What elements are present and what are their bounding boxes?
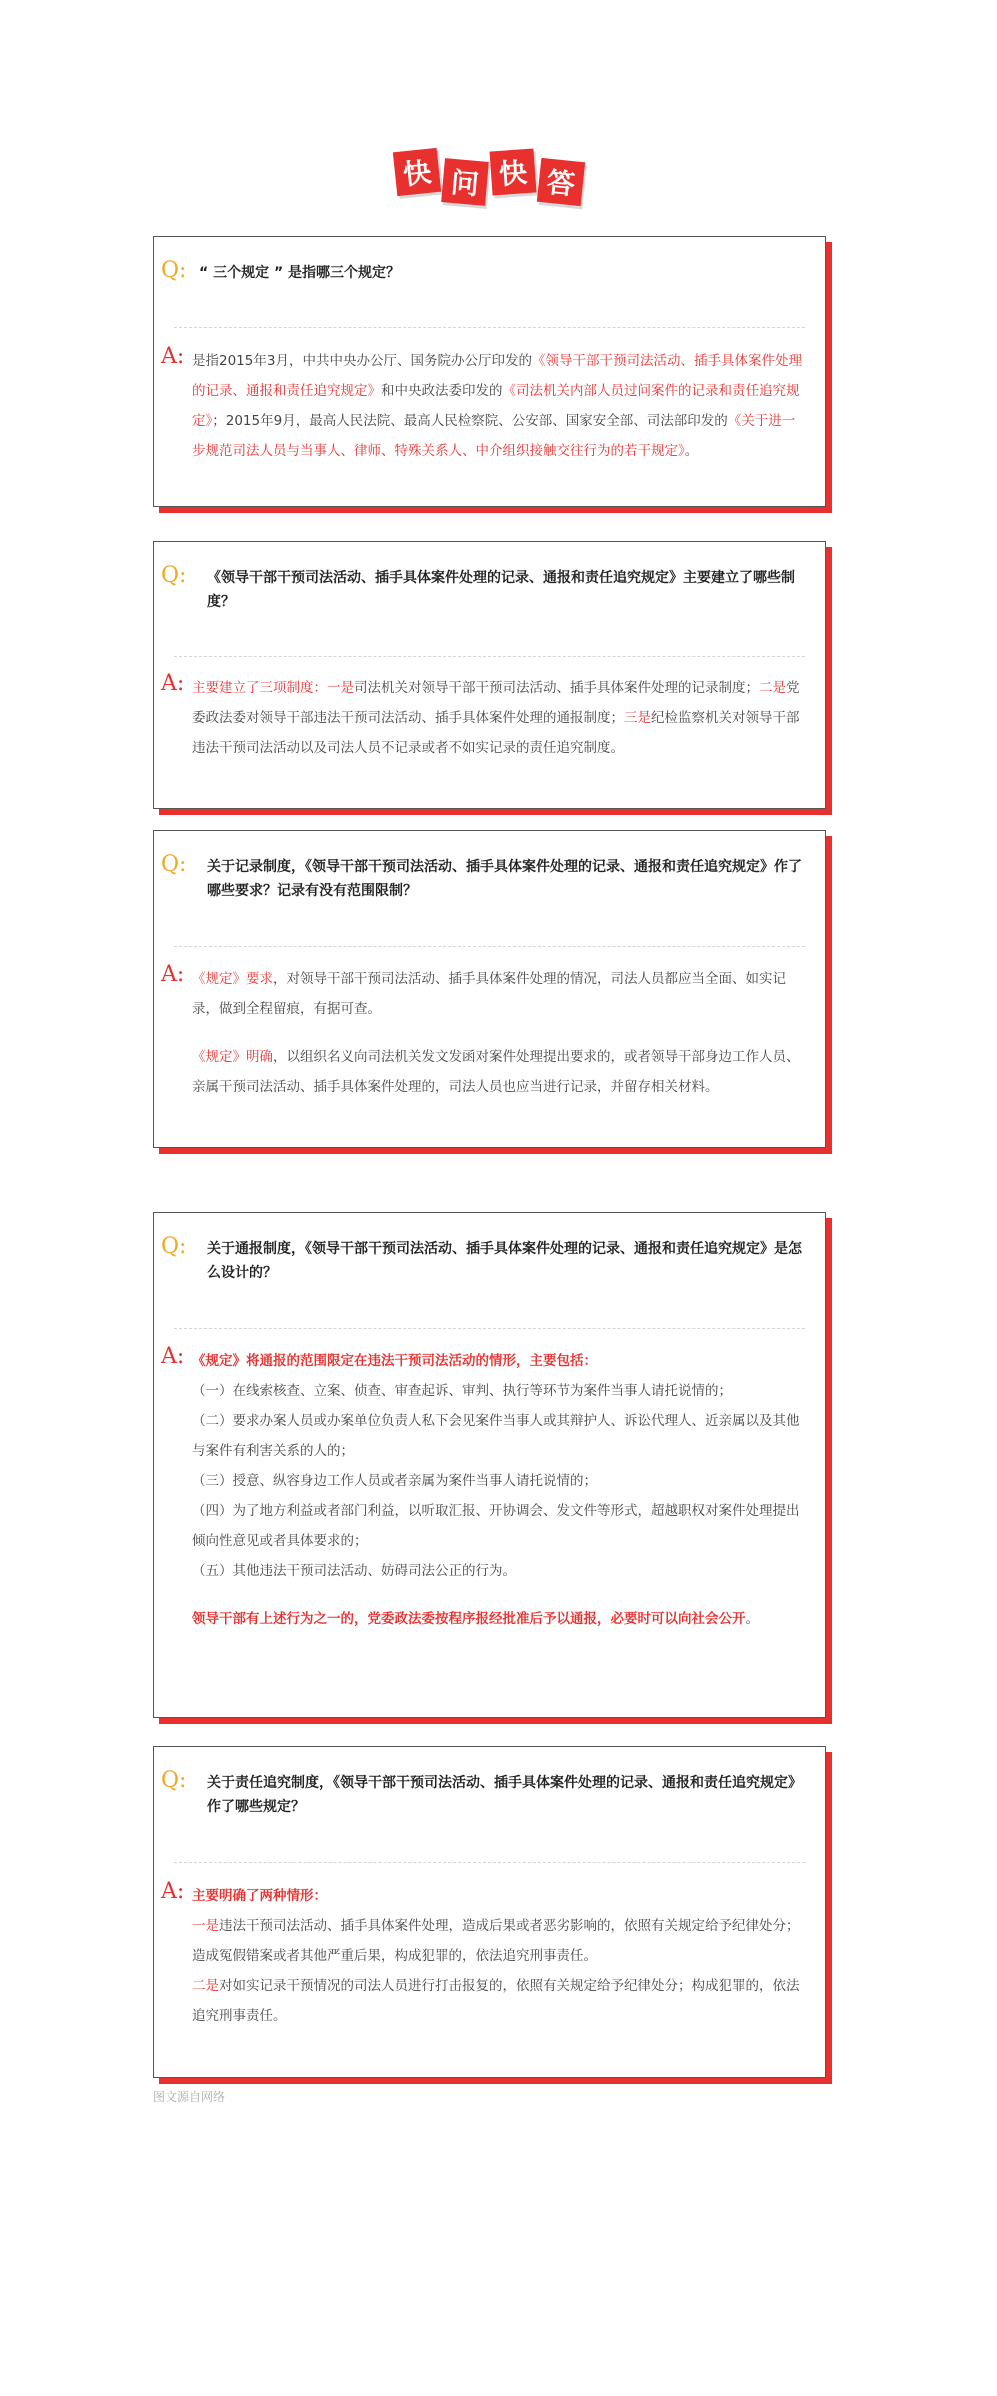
qa-card-5 xyxy=(153,1746,826,2078)
source-note: 图文源自网络 xyxy=(153,2090,226,2104)
list-item: （一）在线索核查、立案、侦查、审查起诉、审判、执行等环节为案件当事人请托说情的； xyxy=(192,1383,732,1399)
title-tile: 问 xyxy=(441,158,489,206)
divider xyxy=(174,656,805,657)
answer-intro: 《规定》将通报的范围限定在违法干预司法活动的情形，主要包括： xyxy=(192,1353,597,1369)
qa-card-1 xyxy=(153,236,826,507)
answer-text: 《规定》要求，对领导干部干预司法活动、插手具体案件处理的情况，司法人员都应当全面、如实记录，做到全程留痕，有据可查。 《规定》明确，以组织名义向司法机关发文发函对案件处理提出要求的，或者领导干部身边工作人员、亲属干预司法活动、插手具体案件处理的，司法人员也应当进行记录，并留存相关材料。 xyxy=(192,971,800,1095)
answer-mark-label: A: xyxy=(161,1344,185,1369)
question-text: 关于记录制度，《领导干部干预司法活动、插手具体案件处理的记录、通报和责任追究规定》作了哪些要求？记录有没有范围限制？ xyxy=(207,859,802,899)
divider xyxy=(174,1862,805,1863)
answer-outro: 领导干部有上述行为之一的，党委政法委按程序报经批准后予以通报，必要时可以向社会公开 xyxy=(192,1611,746,1627)
answer-text: 是指2015年3月，中共中央办公厅、国务院办公厅印发的《领导干部干预司法活动、插手具体案件处理的记录、通报和责任追究规定》和中央政法委印发的《司法机关内部人员过问案件的记录和责任追究规定》；2015年9月，最高人民法院、最高人民检察院、公安部、国家安全部、司法部印发的《关于进一步规范司法人员与当事人、律师、特殊关系人、中介组织接触交往行为的若干规定》。 xyxy=(192,353,802,459)
answer-mark-label: A: xyxy=(161,1879,185,1904)
qa-card-3 xyxy=(153,830,826,1148)
title-tile: 快 xyxy=(393,148,441,196)
question-mark-label: Q: xyxy=(161,1768,187,1793)
answer-mark-label: A: xyxy=(161,671,185,696)
list-item: （三）授意、纵容身边工作人员或者亲属为案件当事人请托说情的； xyxy=(192,1473,597,1489)
qa-card-4 xyxy=(153,1212,826,1718)
answer-text: 主要明确了两种情形： 一是违法干预司法活动、插手具体案件处理，造成后果或者恶劣影响的，依照有关规定给予纪律处分；造成冤假错案或者其他严重后果，构成犯罪的，依法追究刑事责任。 二是对如实记录干预情况的司法人员进行打击报复的，依照有关规定给予纪律处分；构成犯罪的，依法追究刑事责任。 xyxy=(192,1881,808,2031)
question-mark-label: Q: xyxy=(161,852,187,877)
divider xyxy=(174,327,805,328)
list-item: （四）为了地方利益或者部门利益，以听取汇报、开协调会、发文件等形式，超越职权对案件处理提出倾向性意见或者具体要求的； xyxy=(192,1503,800,1549)
title-tile: 答 xyxy=(537,158,585,206)
divider xyxy=(174,946,805,947)
question-text: “ 三个规定 ” 是指哪三个规定？ xyxy=(199,265,401,281)
answer-intro: 主要明确了两种情形： xyxy=(192,1888,327,1904)
answer-text: 主要建立了三项制度：一是司法机关对领导干部干预司法活动、插手具体案件处理的记录制度；二是党委政法委对领导干部违法干预司法活动、插手具体案件处理的通报制度；三是纪检监察机关对领导干部违法干预司法活动以及司法人员不记录或者不如实记录的责任追究制度。 xyxy=(192,680,800,756)
answer-text: 《规定》将通报的范围限定在违法干预司法活动的情形，主要包括： （一）在线索核查、立案、侦查、审查起诉、审判、执行等环节为案件当事人请托说情的； （二）要求办案人员或办案单位负责人私下会见案件当事人或其辩护人、诉讼代理人、近亲属以及其他与案件有利害关系的人的； （三）授意、纵容身边工作人员或者亲属为案件当事人请托说情的； （四）为了地方利益或者部门利益，以听取汇报、开协调会、发文件等形式，超越职权对案件处理提出倾向性意见或者具体要求的； （五）其他违法干预司法活动、妨碍司法公正的行为。 领导干部有上述行为之一的，党委政法委按程序报经批准后予以通报，必要时可以向社会公开。 xyxy=(192,1346,808,1634)
list-item: （五）其他违法干预司法活动、妨碍司法公正的行为。 xyxy=(192,1563,516,1579)
divider xyxy=(174,1328,805,1329)
title-tile: 快 xyxy=(490,149,537,196)
answer-mark-label: A: xyxy=(161,962,185,987)
question-mark-label: Q: xyxy=(161,563,187,588)
question-mark-label: Q: xyxy=(161,1234,187,1259)
answer-mark-label: A: xyxy=(161,344,185,369)
question-text: 关于通报制度，《领导干部干预司法活动、插手具体案件处理的记录、通报和责任追究规定》是怎么设计的？ xyxy=(207,1241,802,1281)
list-item: （二）要求办案人员或办案单位负责人私下会见案件当事人或其辩护人、诉讼代理人、近亲属以及其他与案件有利害关系的人的； xyxy=(192,1413,800,1459)
question-mark-label: Q: xyxy=(161,258,187,283)
question-text: 《领导干部干预司法活动、插手具体案件处理的记录、通报和责任追究规定》主要建立了哪些制度？ xyxy=(207,570,795,610)
qa-card-2 xyxy=(153,541,826,809)
page-title xyxy=(389,146,589,210)
question-text: 关于责任追究制度，《领导干部干预司法活动、插手具体案件处理的记录、通报和责任追究规定》作了哪些规定？ xyxy=(207,1775,802,1815)
